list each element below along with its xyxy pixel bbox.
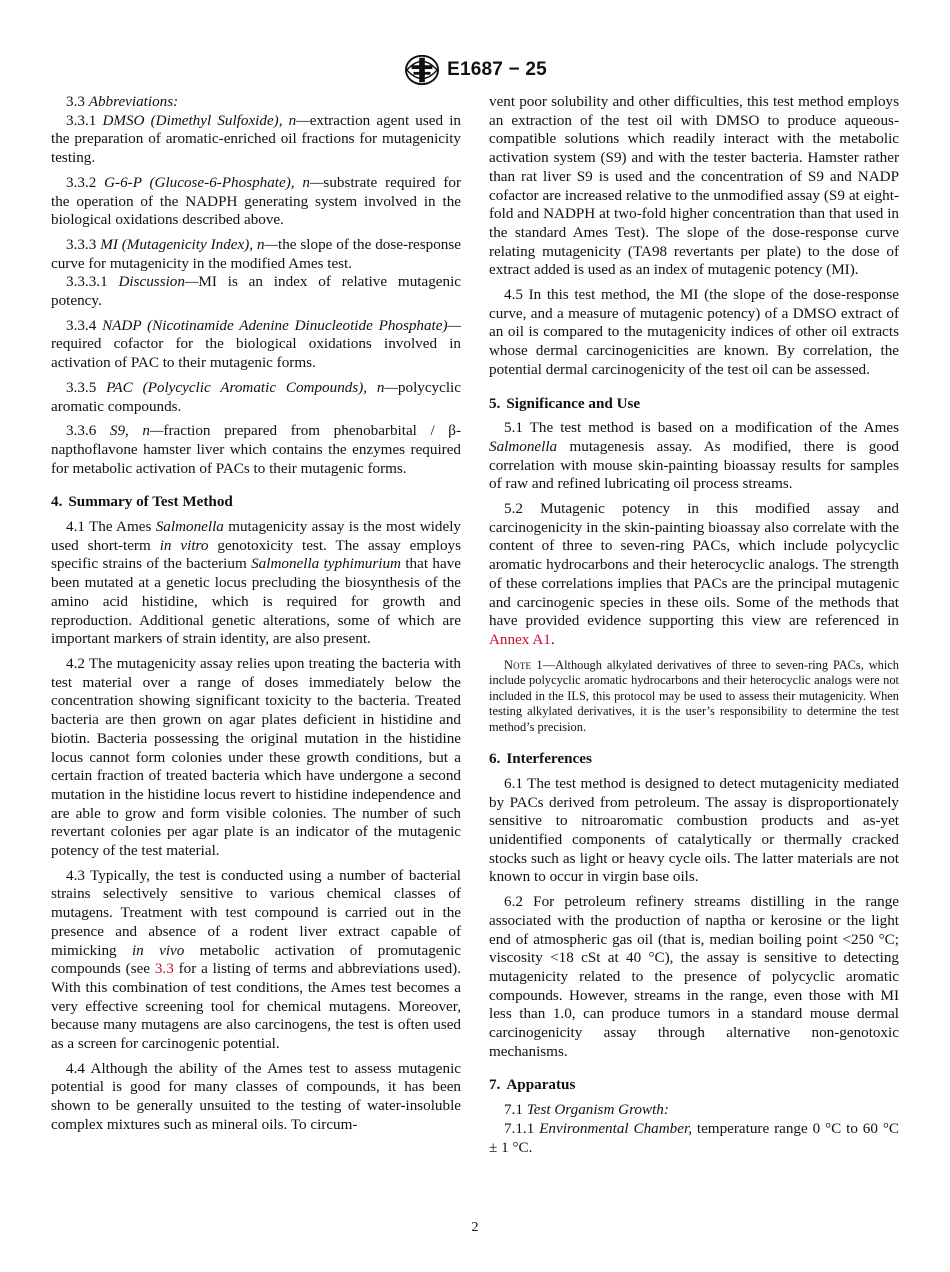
paragraph-6-2: 6.2 For petroleum refinery streams distilling in the range associated with the production of naptha or kerosine or the light end of atmospheric gas oil (that is, median boiling point <250 °C; viscosity <18 cSt at 40 °C), the assay is sensitive to detecting mutagenicity related to the presence of polycyclic aromatic compounds. However, streams in the range, even those with MI less than 1.0, can produce tumors in a standard mouse dermal carcinogenicity assay through alternative non-genotoxic mechanisms. — [489, 893, 899, 1060]
link-annex-a1[interactable]: Annex A1 — [489, 630, 551, 648]
section-7-heading: 7. Apparatus — [489, 1076, 576, 1094]
discussion-mi: 3.3.3.1 Discussion—MI is an index of relative mutagenic potency. — [51, 273, 461, 310]
definition-s9: 3.3.6 S9, n—fraction prepared from phenobarbital / β-napthoflavone hamster liver which contains the enzymes required for metabolic activation of PACs to their mutagenic forms. — [51, 422, 461, 477]
right-column — [489, 93, 899, 1157]
paragraph-4-5: 4.5 In this test method, the MI (the slope of the dose-response curve, and a measure of mutagenic potency) of a DMSO extract of an oil is compared to the mutagenicity indices of other oil extracts whose dermal carcinogenicities are known. By correlation, the potential dermal carcinogenicity of the test oil can be assessed. — [489, 286, 899, 378]
definition-mi: 3.3.3 MI (Mutagenicity Index), n—the slope of the dose-response curve for mutagenicity in the modified Ames test. — [51, 235, 461, 272]
section-5-heading: 5. Significance and Use — [489, 394, 641, 412]
section-4-heading: 4. Summary of Test Method — [51, 493, 233, 511]
paragraph-5-2: 5.2 Mutagenic potency in this modified assay and carcinogenicity in the skin-painting bioassay also correlate with the content of three to seven-ring PACs, which include polycyclic aromatic hydrocarbons and their heterocyclic analogs. The strength of these correlations implies that PACs are the principal mutagenic and carcinogenic species in these oils. Some of the methods that have provided evidence supporting this view are referenced in Annex A1. — [489, 500, 899, 648]
definition-g6p: 3.3.2 G-6-P (Glucose-6-Phosphate), n—substrate required for the operation of the NADPH generating system involved in the biological oxidations described above. — [51, 173, 461, 229]
section-3-3: 3.3 Abbreviations: — [66, 93, 179, 110]
paragraph-4-4: 4.4 Although the ability of the Ames test to assess mutagenic potential is good for many classes of compounds, it has been shown to be generally unsuited to the testing of water-insoluble complex mixtures such as mineral oils. To circum- — [51, 1059, 462, 1133]
paragraph-4-1: 4.1 The Ames Salmonella mutagenicity assay is the most widely used short-term in vitro genotoxicity test. The assay employs specific strains of the bacterium Salmonella typhimurium that have been mutated at a genetic locus precluding the biosynthesis of the amino acid histidine, which is required for growth and reproduction. Additional genetic alterations, some of which are important markers of strain identity, are also present. — [51, 518, 461, 648]
paragraph-4-3: 4.3 Typically, the test is conducted using a number of bacterial strains selectively sensitive to various chemical classes of mutagens. Treatment with test compound is carried out in the presence and absence of a rodent liver extract capable of mimicking in vivo metabolic activation of promutagenic compounds (see 3.3 for a listing of terms and abbreviations used). With this combination of test conditions, the Ames test becomes a very effective screening tool for chemical mutagens. Moreover, because many mutagens are also carcinogens, the test is often used as a screen for carcinogenic potential. — [51, 866, 462, 1053]
definition-dmso: 3.3.1 DMSO (Dimethyl Sulfoxide), n—extraction agent used in the preparation of aromatic-enriched oil fractions for mutagenicity testing. — [51, 111, 461, 167]
paragraph-4-4-continued: vent poor solubility and other difficulties, this test method employs an extraction of the test oil with DMSO to produce aqueous-compatible solutions which readily interact with the metabolic activation system (S9) and with the tester bacteria. Hamster rather than rat liver S9 is used and the concentration of S9 and NADP cofactor are increased relative to the unmodified assay (S9 at eight-fold and NADPH at two-fold higher concentration than that used in the standard Ames Test). The slope of the dose-response curve relating mutagenicity (TA98 revertants per plate) to the dose of extract added is used as an index of mutagenic potency (MI). — [489, 93, 899, 279]
standard-designation: E1687 − 25 — [447, 59, 547, 80]
paragraph-7-1-1: 7.1.1 Environmental Chamber, temperature range 0 °C to 60 °C ± 1 °C. — [489, 1119, 899, 1156]
astm-logo-icon — [403, 53, 441, 87]
definition-pac: 3.3.5 PAC (Polycyclic Aromatic Compounds), n—polycyclic aromatic compounds. — [51, 378, 461, 415]
paragraph-4-2: 4.2 The mutagenicity assay relies upon treating the bacteria with test material over a range of doses immediately below the concentration showing significant toxicity to the bacteria. Treated bacteria are then grown on agar plates deficient in histidine and biotin. Bacteria possessing the original mutation in the histidine locus cannot form colonies under these growth conditions, but a certain fraction of treated bacteria which have undergone a second mutation in the histidine locus revert to histidine independence and are able to grow and form visible colonies. The number of such revertant colonies per agar plate is an indicator of the mutagenic potency of the test material. — [51, 654, 461, 860]
paragraph-5-1: 5.1 The test method is based on a modification of the Ames Salmonella mutagenesis assay. As modified, there is good correlation with mouse skin-painting bioassay results for samples of raw and refined lubricating oil process streams. — [489, 419, 900, 493]
definition-nadp: 3.3.4 NADP (Nicotinamide Adenine Dinucleotide Phosphate)—required cofactor for the biological oxidations involved in activation of PAC to their mutagenic forms. — [51, 316, 461, 372]
paragraph-7-1: 7.1 Test Organism Growth: — [504, 1101, 669, 1119]
paragraph-6-1: 6.1 The test method is designed to detect mutagenicity mediated by PACs derived from petroleum. The assay is disproportionately sensitive to nitroaromatic combustion products and as-yet unidentified components of catalytically or thermally cracked stocks such as light or heavy cycle oils. The latter materials are not known to occur in virgin base oils. — [489, 774, 899, 886]
section-6-heading: 6. Interferences — [489, 750, 592, 768]
page-number: 2 — [471, 1220, 479, 1235]
page-header — [0, 52, 950, 88]
left-column — [51, 93, 461, 1135]
note-1: Note 1—Although alkylated derivatives of three to seven-ring PACs, which include polycyclic aromatic hydrocarbons and their heterocyclic analogs were not included in the ILS, this protocol may be used to assess their mutagenicity. When testing alkylated derivatives, it is the user’s responsibility to determine the test method’s precision. — [489, 657, 899, 734]
link-section-3-3[interactable]: 3.3 — [154, 960, 174, 978]
